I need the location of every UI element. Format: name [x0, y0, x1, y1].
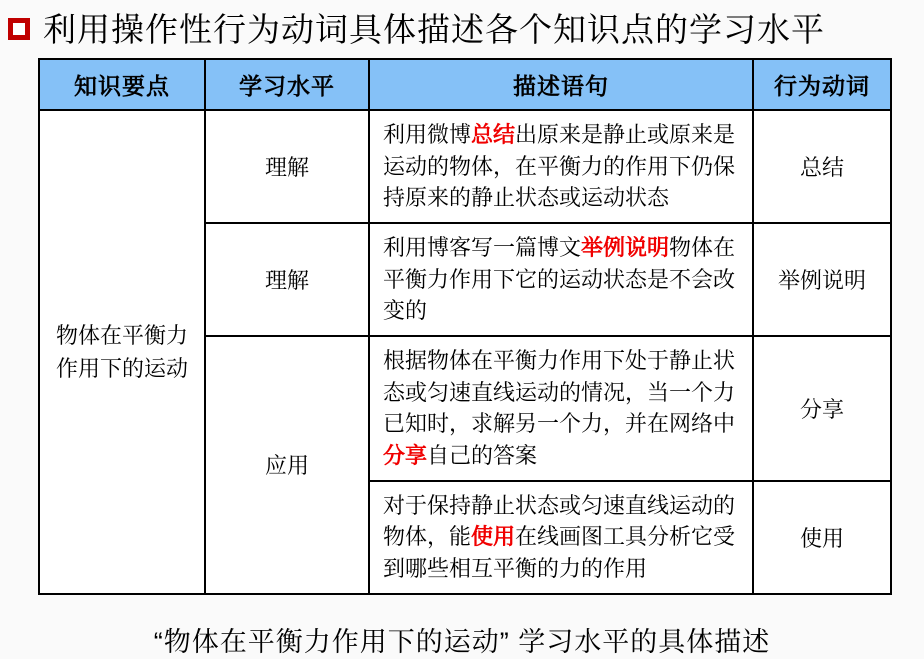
- title-row: [0, 0, 924, 49]
- learning-levels-table: [38, 58, 892, 595]
- description-cell: [369, 336, 753, 481]
- red-square-bullet-icon: [8, 18, 30, 40]
- highlighted-verb-text: 举例说明: [581, 234, 670, 260]
- verb-cell: 总结: [753, 110, 891, 223]
- highlighted-verb-text: 使用: [471, 524, 516, 550]
- knowledge-point-cell: 物体在平衡力作用下的运动: [39, 110, 205, 594]
- table-header-row: [39, 59, 891, 110]
- table-row: [39, 110, 891, 223]
- description-cell: [369, 481, 753, 594]
- description-text: 根据物体在平衡力作用下处于静止状态或匀速直线运动的情况，当一个力已知时，求解另一个力，并在网络中: [383, 347, 736, 437]
- description-text: 物体在平衡力作用下它的运动状态是不会改变的: [383, 234, 736, 324]
- column-header-description: 描述语句: [369, 59, 753, 110]
- verb-cell: 使用: [753, 481, 891, 594]
- verb-cell: 举例说明: [753, 223, 891, 336]
- description-text: 利用微博: [383, 121, 472, 147]
- page-title: 利用操作性行为动词具体描述各个知识点的学习水平: [43, 11, 825, 48]
- level-cell: 应用: [205, 336, 369, 594]
- highlighted-verb-text: 总结: [471, 121, 516, 147]
- description-cell: [369, 223, 753, 336]
- level-cell: 理解: [205, 110, 369, 223]
- description-text: 对于保持静止状态或匀速直线运动的物体，能: [383, 492, 736, 550]
- level-cell: 理解: [205, 223, 369, 336]
- verb-cell: 分享: [753, 336, 891, 481]
- description-text: 在线画图工具分析它受到哪些相互平衡的力的作用: [383, 524, 736, 581]
- highlighted-verb-text: 分享: [383, 442, 428, 468]
- column-header-learning-level: 学习水平: [205, 59, 369, 110]
- column-header-behavior-verb: 行为动词: [753, 59, 891, 110]
- description-text: 利用博客写一篇博文: [383, 234, 582, 260]
- description-cell: [369, 110, 753, 223]
- column-header-knowledge-point: 知识要点: [39, 59, 205, 110]
- description-text: 自己的答案: [427, 442, 538, 468]
- table-caption: “物体在平衡力作用下的运动” 学习水平的具体描述: [153, 626, 771, 657]
- description-text: 出原来是静止或原来是运动的物体，在平衡力的作用下仍保持原来的静止状态或运动状态: [383, 121, 736, 211]
